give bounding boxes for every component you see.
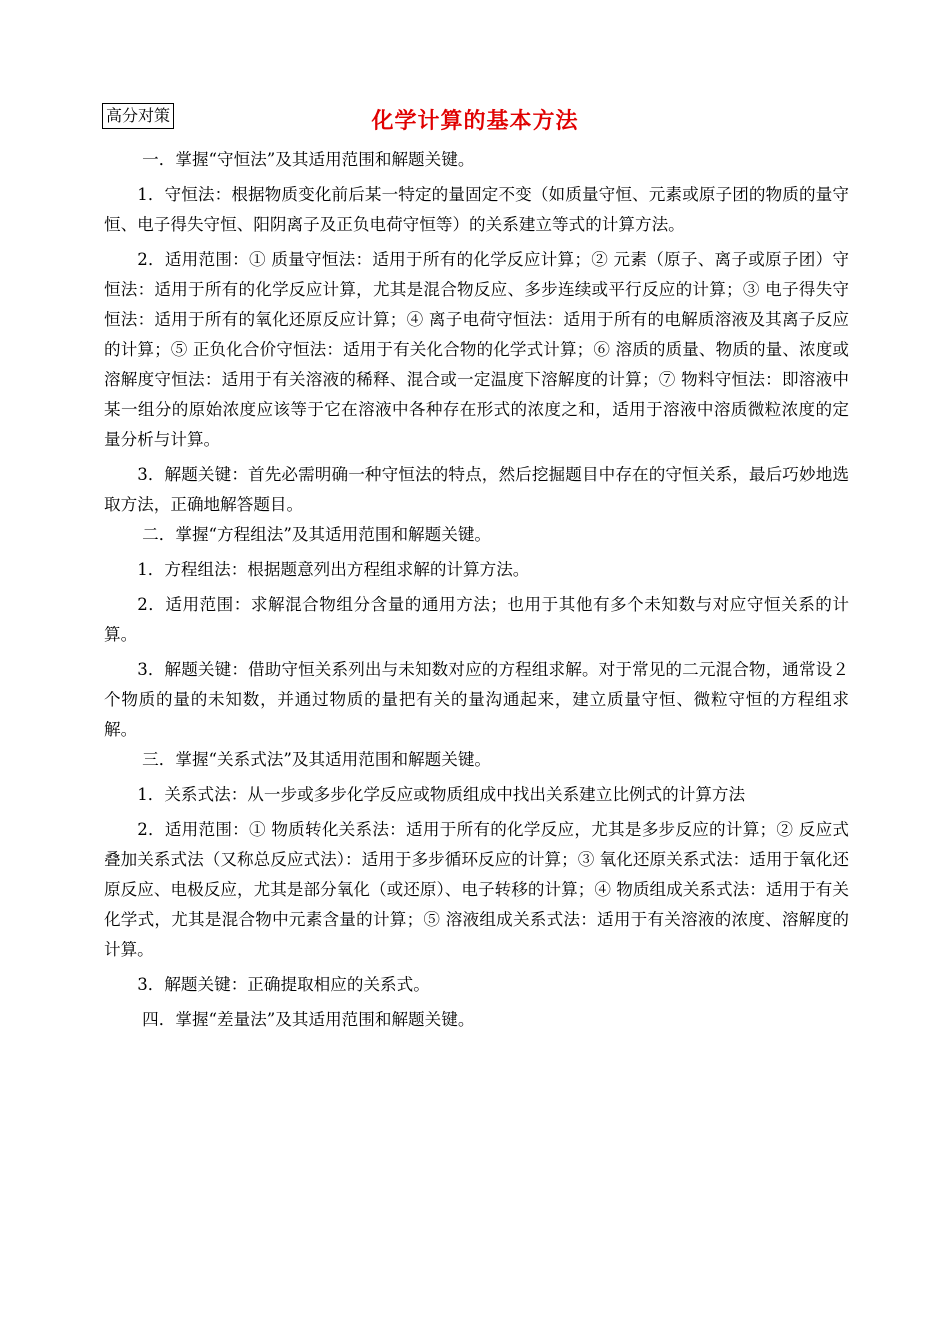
paragraph: 1．方程组法：根据题意列出方程组求解的计算方法。	[137, 560, 530, 579]
paragraph: 2．适用范围：① 质量守恒法：适用于所有的化学反应计算；② 元素（原子、离子或原子团）守恒法：适用于所有的化学反应计算，尤其是混合物反应、多步连续或平行反应的计算；③ 电子得失守恒法：适用于所有的氧化还原反应计算；④ 离子电荷守恒法：适用于所有的电解质溶液及其离子反应的计算；⑤ 正负化合价守恒法：适用于有关化合物的化学式计算；⑥ 溶质的质量、物质的量、浓度或溶解度守恒法：适用于有关溶液的稀释、混合或一定温度下溶解度的计算；⑦ 物料守恒法：即溶液中某一组分的原始浓度应该等于它在溶液中各种存在形式的浓度之和，适用于溶液中溶质微粒浓度的定量分析与计算。	[104, 250, 849, 449]
paragraph: 3．解题关键：借助守恒关系列出与未知数对应的方程组求解。对于常见的二元混合物，通常设２个物质的量的未知数，并通过物质的量把有关的量沟通起来，建立质量守恒、微粒守恒的方程组求解。	[104, 660, 849, 739]
paragraph: 2．适用范围：① 物质转化关系法：适用于所有的化学反应，尤其是多步反应的计算；② 反应式叠加关系式法（又称总反应式法）：适用于多步循环反应的计算；③ 氧化还原关系式法：适用于氧化还原反应、电极反应，尤其是部分氧化（或还原）、电子转移的计算；④ 物质组成关系式法：适用于有关化学式，尤其是混合物中元素含量的计算；⑤ 溶液组成关系式法：适用于有关溶液的浓度、溶解度的计算。	[104, 820, 849, 959]
paragraph: 2．适用范围：求解混合物组分含量的通用方法；也用于其他有多个未知数与对应守恒关系的计算。	[104, 595, 849, 644]
section-heading: 二．掌握“方程组法”及其适用范围和解题关键。	[142, 525, 492, 544]
paragraph: 1．关系式法：从一步或多步化学反应或物质组成中找出关系建立比例式的计算方法	[137, 785, 746, 804]
document-title: 化学计算的基本方法	[371, 108, 579, 134]
paragraph: 3．解题关键：正确提取相应的关系式。	[137, 975, 430, 994]
section-heading: 四．掌握“差量法”及其适用范围和解题关键。	[142, 1010, 475, 1029]
category-badge: 高分对策	[102, 103, 174, 129]
section-heading: 一．掌握“守恒法”及其适用范围和解题关键。	[142, 150, 475, 169]
document-body	[104, 145, 849, 1035]
paragraph: 1．守恒法：根据物质变化前后某一特定的量固定不变（如质量守恒、元素或原子团的物质的量守恒、电子得失守恒、阳阴离子及正负电荷守恒等）的关系建立等式的计算方法。	[104, 185, 849, 234]
paragraph: 3．解题关键：首先必需明确一种守恒法的特点，然后挖掘题目中存在的守恒关系，最后巧妙地选取方法，正确地解答题目。	[104, 465, 849, 514]
section-heading: 三．掌握“关系式法”及其适用范围和解题关键。	[142, 750, 492, 769]
